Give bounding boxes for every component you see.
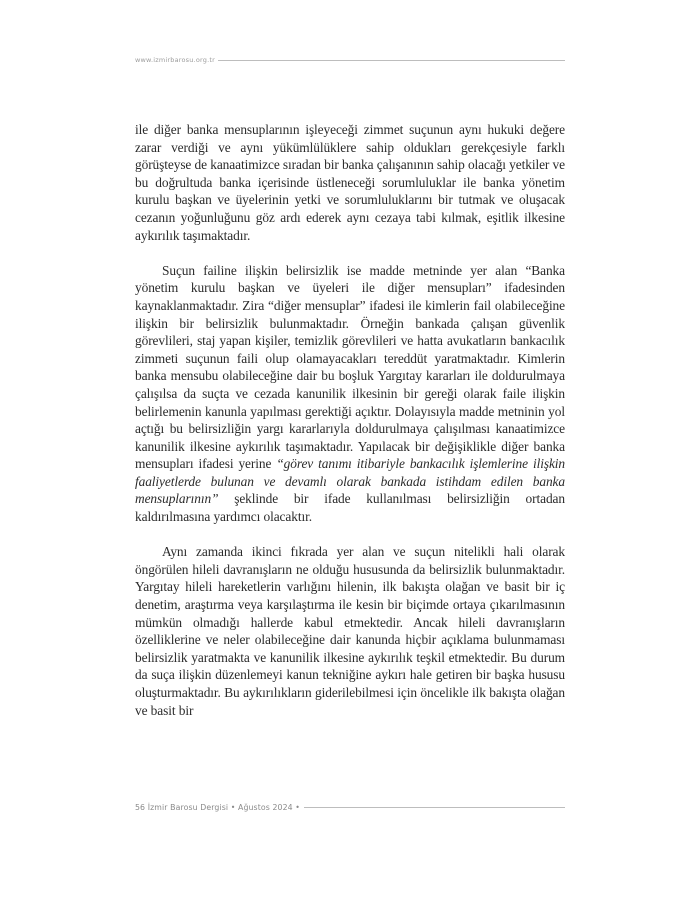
header-url: www.izmirbarosu.org.tr — [135, 56, 215, 64]
footer-text: 56 İzmir Barosu Dergisi • Ağustos 2024 • — [135, 802, 300, 812]
paragraph-2 — [135, 262, 565, 526]
page-header — [135, 54, 565, 66]
paragraph-2-italic-phrase: “görev tanımı itibariyle bankacılık işlemlerine ilişkin faaliyetlerde bulunan ve devamlı olarak bankada istihdam edilen banka mensuplarının” — [135, 456, 565, 507]
header-rule — [218, 60, 565, 61]
paragraph-1: ile diğer banka mensuplarının işleyeceği zimmet suçunun aynı hukuki değere zarar verdiği ve aynı yükümlülüklere sahip oldukları gerekçesiyle farklı görüşteyse de kanaatimizce sıradan bir banka çalışanının sahip olacağı yetkiler ve bu doğrultuda banka içerisinde üstleneceği sorumluluklar ile banka yönetim kurulu başkan ve üyelerinin yetki ve sorumluluklarını bir tutmak ve oluşacak cezanın yoğunluğunu göz ardı ederek aynı cezaya tabi kılmak, eşitlik ilkesine aykırılık taşımaktadır. — [135, 122, 565, 243]
article-body — [135, 121, 565, 719]
paragraph-3: Aynı zamanda ikinci fıkrada yer alan ve suçun nitelikli hali olarak öngörülen hileli davranışların ne olduğu hususunda da belirsizlik bulunmaktadır. Yargıtay hileli hareketlerin varlığını hilenin, ilk bakışta olağan ve basit bir iç denetim, araştırma veya karşılaştırma ile kesin bir biçimde ortaya çıkarılmasının mümkün olmadığı hallerde kabul etmektedir. Ancak hileli davranışların özelliklerine ve neler olabileceğine dair kanunda hiçbir açıklama bulunmaması belirsizlik yaratmakta ve kanunilik ilkesine aykırılık teşkil etmektedir. Bu durum da suça ilişkin düzenlemeyi kanun tekniğine aykırı hale getiren bir başka hususu oluşturmaktadır. Bu aykırılıkların giderilebilmesi için öncelikle ilk bakışta olağan ve basit bir — [135, 544, 565, 718]
footer-rule — [304, 807, 565, 808]
paragraph-2-text-start: Suçun failine ilişkin belirsizlik ise madde metninde yer alan “Banka yönetim kurulu başkan ve üyeleri ile diğer mensupları” ifadesinden kaynaklanmaktadır. Zira “diğer mensuplar” ifadesi ile kimlerin fail olabileceğine ilişkin bir belirsizlik bulunmaktadır. Örneğin bankada çalışan güvenlik görevlileri, staj yapan kişiler, temizlik görevlileri ve hatta avukatların bankacılık zimmeti suçunun faili olup olamayacakları tereddüt yaratmaktadır. Kimlerin banka mensubu olabileceğine dair bu boşluk Yargıtay kararları ile doldurulmaya çalışılsa da suçta ve cezada kanunilik ilkesinin bir gereği olarak faile ilişkin belirlemenin kanunla yapılması gerektiği açıktır. Dolayısıyla madde metninin yol açtığı bu belirsizliğin yargı kararlarıyla doldurulmaya çalışılması kanaatimizce kanunilik ilkesine aykırılık taşımaktadır. Yapılacak bir değişiklikle diğer banka mensupları ifadesi yerine — [135, 262, 565, 472]
paragraph-2-text-end: şeklinde bir ifade kullanılması belirsizliğin ortadan kaldırılmasına yardımcı olacaktır. — [135, 491, 565, 525]
page-footer — [135, 801, 565, 813]
